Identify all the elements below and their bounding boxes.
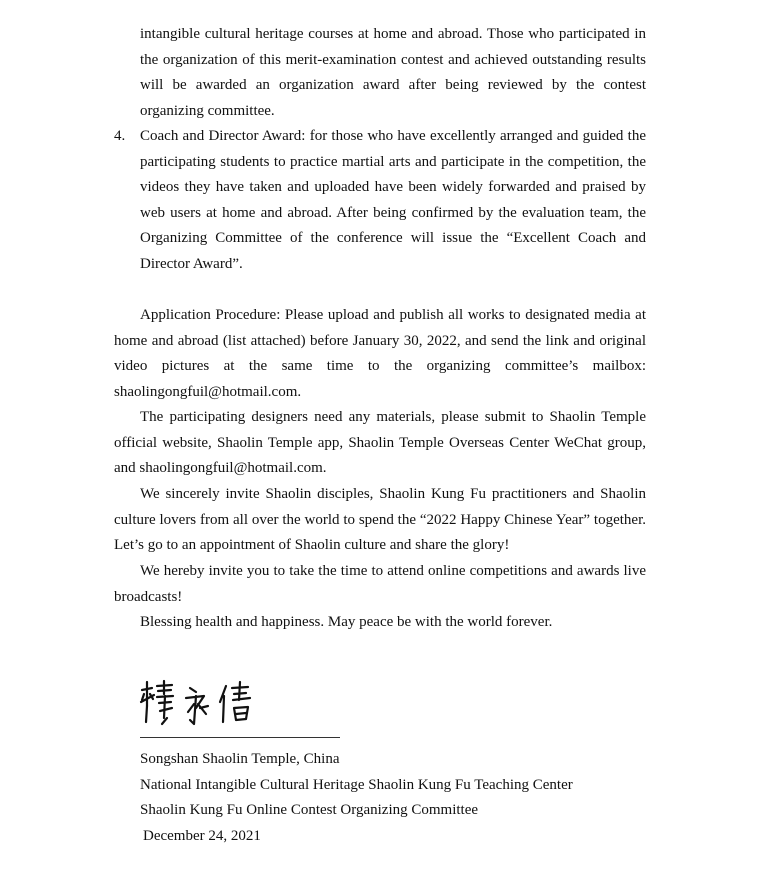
blessing-paragraph: Blessing health and happiness. May peace be with the world forever. — [140, 614, 553, 630]
award-item-4-text: Coach and Director Award: for those who have excellently arranged and guided the participating students to practice martial arts and participate in the competition, the videos they have taken and uploaded have been widely forwarded and praised by web users at home and abroad. After being confirmed by the evaluation team, the Organizing Committee of the conference will issue the “Excellent Coach and Director Award”. — [140, 128, 646, 272]
signature-underline — [140, 737, 340, 738]
award-item-3-continued: intangible cultural heritage courses at home and abroad. Those who participated in the organization of this merit-examination contest and achieved outstanding results will be awarded an organization award after being reviewed by the contest organizing committee. — [140, 26, 646, 119]
application-procedure-paragraph: Application Procedure: Please upload and publish all works to designated media at home and abroad (list attached) before January 30, 2022, and send the link and original video pictures at the same time to the organizing committee’s mailbox: shaolingongfuil@hotmail.com. — [114, 307, 646, 400]
signatory-teaching-center: National Intangible Cultural Heritage Shaolin Kung Fu Teaching Center — [140, 777, 573, 793]
invitation-paragraph: We sincerely invite Shaolin disciples, Shaolin Kung Fu practitioners and Shaolin culture lovers from all over the world to spend the “2022 Happy Chinese Year” together. Let’s go to an appointment of Shaolin culture and share the glory! — [114, 486, 646, 554]
award-item-4-number: 4. — [114, 128, 126, 144]
signatory-temple: Songshan Shaolin Temple, China — [140, 751, 340, 767]
broadcast-paragraph: We hereby invite you to take the time to attend online competitions and awards live broadcasts! — [114, 563, 646, 605]
signatory-committee: Shaolin Kung Fu Online Contest Organizing Committee — [140, 802, 479, 818]
signature-date: December 24, 2021 — [143, 828, 261, 844]
materials-paragraph: The participating designers need any materials, please submit to Shaolin Temple official website, Shaolin Temple app, Shaolin Temple Overseas Center WeChat group, and shaolingongfuil@hotmail.com. — [114, 409, 646, 477]
handwritten-signature — [138, 678, 268, 734]
